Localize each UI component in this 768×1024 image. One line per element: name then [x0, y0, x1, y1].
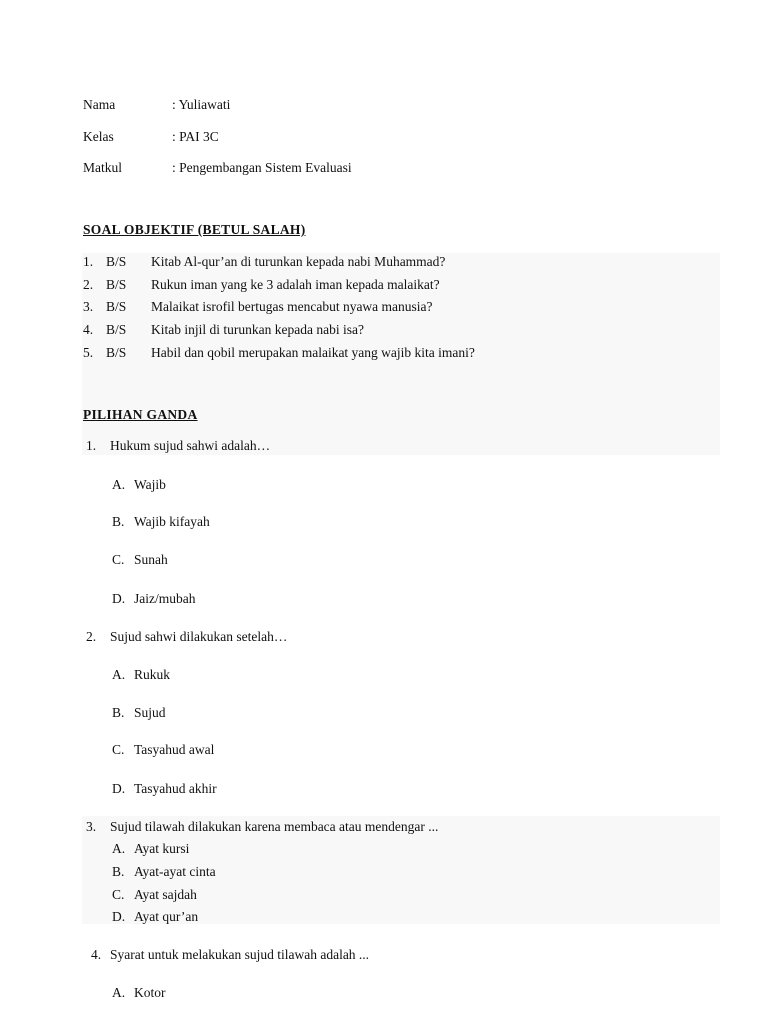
question-text: Sujud tilawah dilakukan karena membaca atau mendengar ...	[110, 819, 439, 834]
question-text: Sujud sahwi dilakukan setelah…	[110, 629, 288, 644]
bs-item-text: Rukun iman yang ke 3 adalah iman kepada malaikat?	[151, 277, 440, 292]
question-number: 3.	[86, 819, 97, 834]
section-multiple-choice-title: PILIHAN GANDA	[83, 407, 198, 422]
section-true-false-title: SOAL OBJEKTIF (BETUL SALAH)	[83, 222, 306, 237]
bs-item-text: Habil dan qobil merupakan malaikat yang wajib kita imani?	[151, 345, 475, 360]
option-letter: D.	[112, 909, 126, 924]
option-text: Sujud	[134, 705, 166, 720]
option-text: Wajib	[134, 477, 166, 492]
option-letter: C.	[112, 887, 125, 902]
option-text: Wajib kifayah	[134, 514, 210, 529]
bs-item-number: 5.	[83, 345, 94, 360]
bs-item-text: Malaikat isrofil bertugas mencabut nyawa manusia?	[151, 299, 433, 314]
option-text: Ayat sajdah	[134, 887, 197, 902]
course-value: : Pengembangan Sistem Evaluasi	[172, 160, 352, 175]
bs-item-choice: B/S	[106, 345, 127, 360]
option-letter: D.	[112, 591, 126, 606]
bs-item-number: 2.	[83, 277, 94, 292]
question-number: 1.	[86, 438, 97, 453]
option-letter: B.	[112, 864, 125, 879]
option-text: Ayat-ayat cinta	[134, 864, 216, 879]
question-number: 4.	[91, 947, 102, 962]
option-letter: D.	[112, 781, 126, 796]
option-letter: B.	[112, 705, 125, 720]
option-letter: A.	[112, 841, 126, 856]
bs-item-number: 4.	[83, 322, 94, 337]
option-text: Jaiz/mubah	[134, 591, 196, 606]
bs-item-number: 1.	[83, 254, 94, 269]
option-text: Tasyahud akhir	[134, 781, 217, 796]
question-text: Hukum sujud sahwi adalah…	[110, 438, 271, 453]
class-value: : PAI 3C	[172, 129, 219, 144]
option-text: Tasyahud awal	[134, 742, 215, 757]
option-text: Ayat qur’an	[134, 909, 199, 924]
name-value: : Yuliawati	[172, 97, 231, 112]
bs-item-number: 3.	[83, 299, 94, 314]
option-text: Ayat kursi	[134, 841, 190, 856]
option-letter: A.	[112, 667, 126, 682]
option-letter: A.	[112, 985, 126, 1000]
option-letter: C.	[112, 552, 125, 567]
bs-item-choice: B/S	[106, 299, 127, 314]
bs-item-text: Kitab Al-qur’an di turunkan kepada nabi Muhammad?	[151, 254, 446, 269]
option-letter: B.	[112, 514, 125, 529]
option-text: Sunah	[134, 552, 168, 567]
bs-item-choice: B/S	[106, 277, 127, 292]
question-text: Syarat untuk melakukan sujud tilawah adalah ...	[110, 947, 370, 962]
course-label: Matkul	[83, 160, 122, 175]
bs-item-choice: B/S	[106, 254, 127, 269]
bs-item-text: Kitab injil di turunkan kepada nabi isa?	[151, 322, 364, 337]
class-label: Kelas	[83, 129, 114, 144]
option-letter: A.	[112, 477, 126, 492]
question-number: 2.	[86, 629, 97, 644]
option-text: Kotor	[134, 985, 166, 1000]
name-label: Nama	[83, 97, 116, 112]
option-text: Rukuk	[134, 667, 171, 682]
bs-item-choice: B/S	[106, 322, 127, 337]
option-letter: C.	[112, 742, 125, 757]
